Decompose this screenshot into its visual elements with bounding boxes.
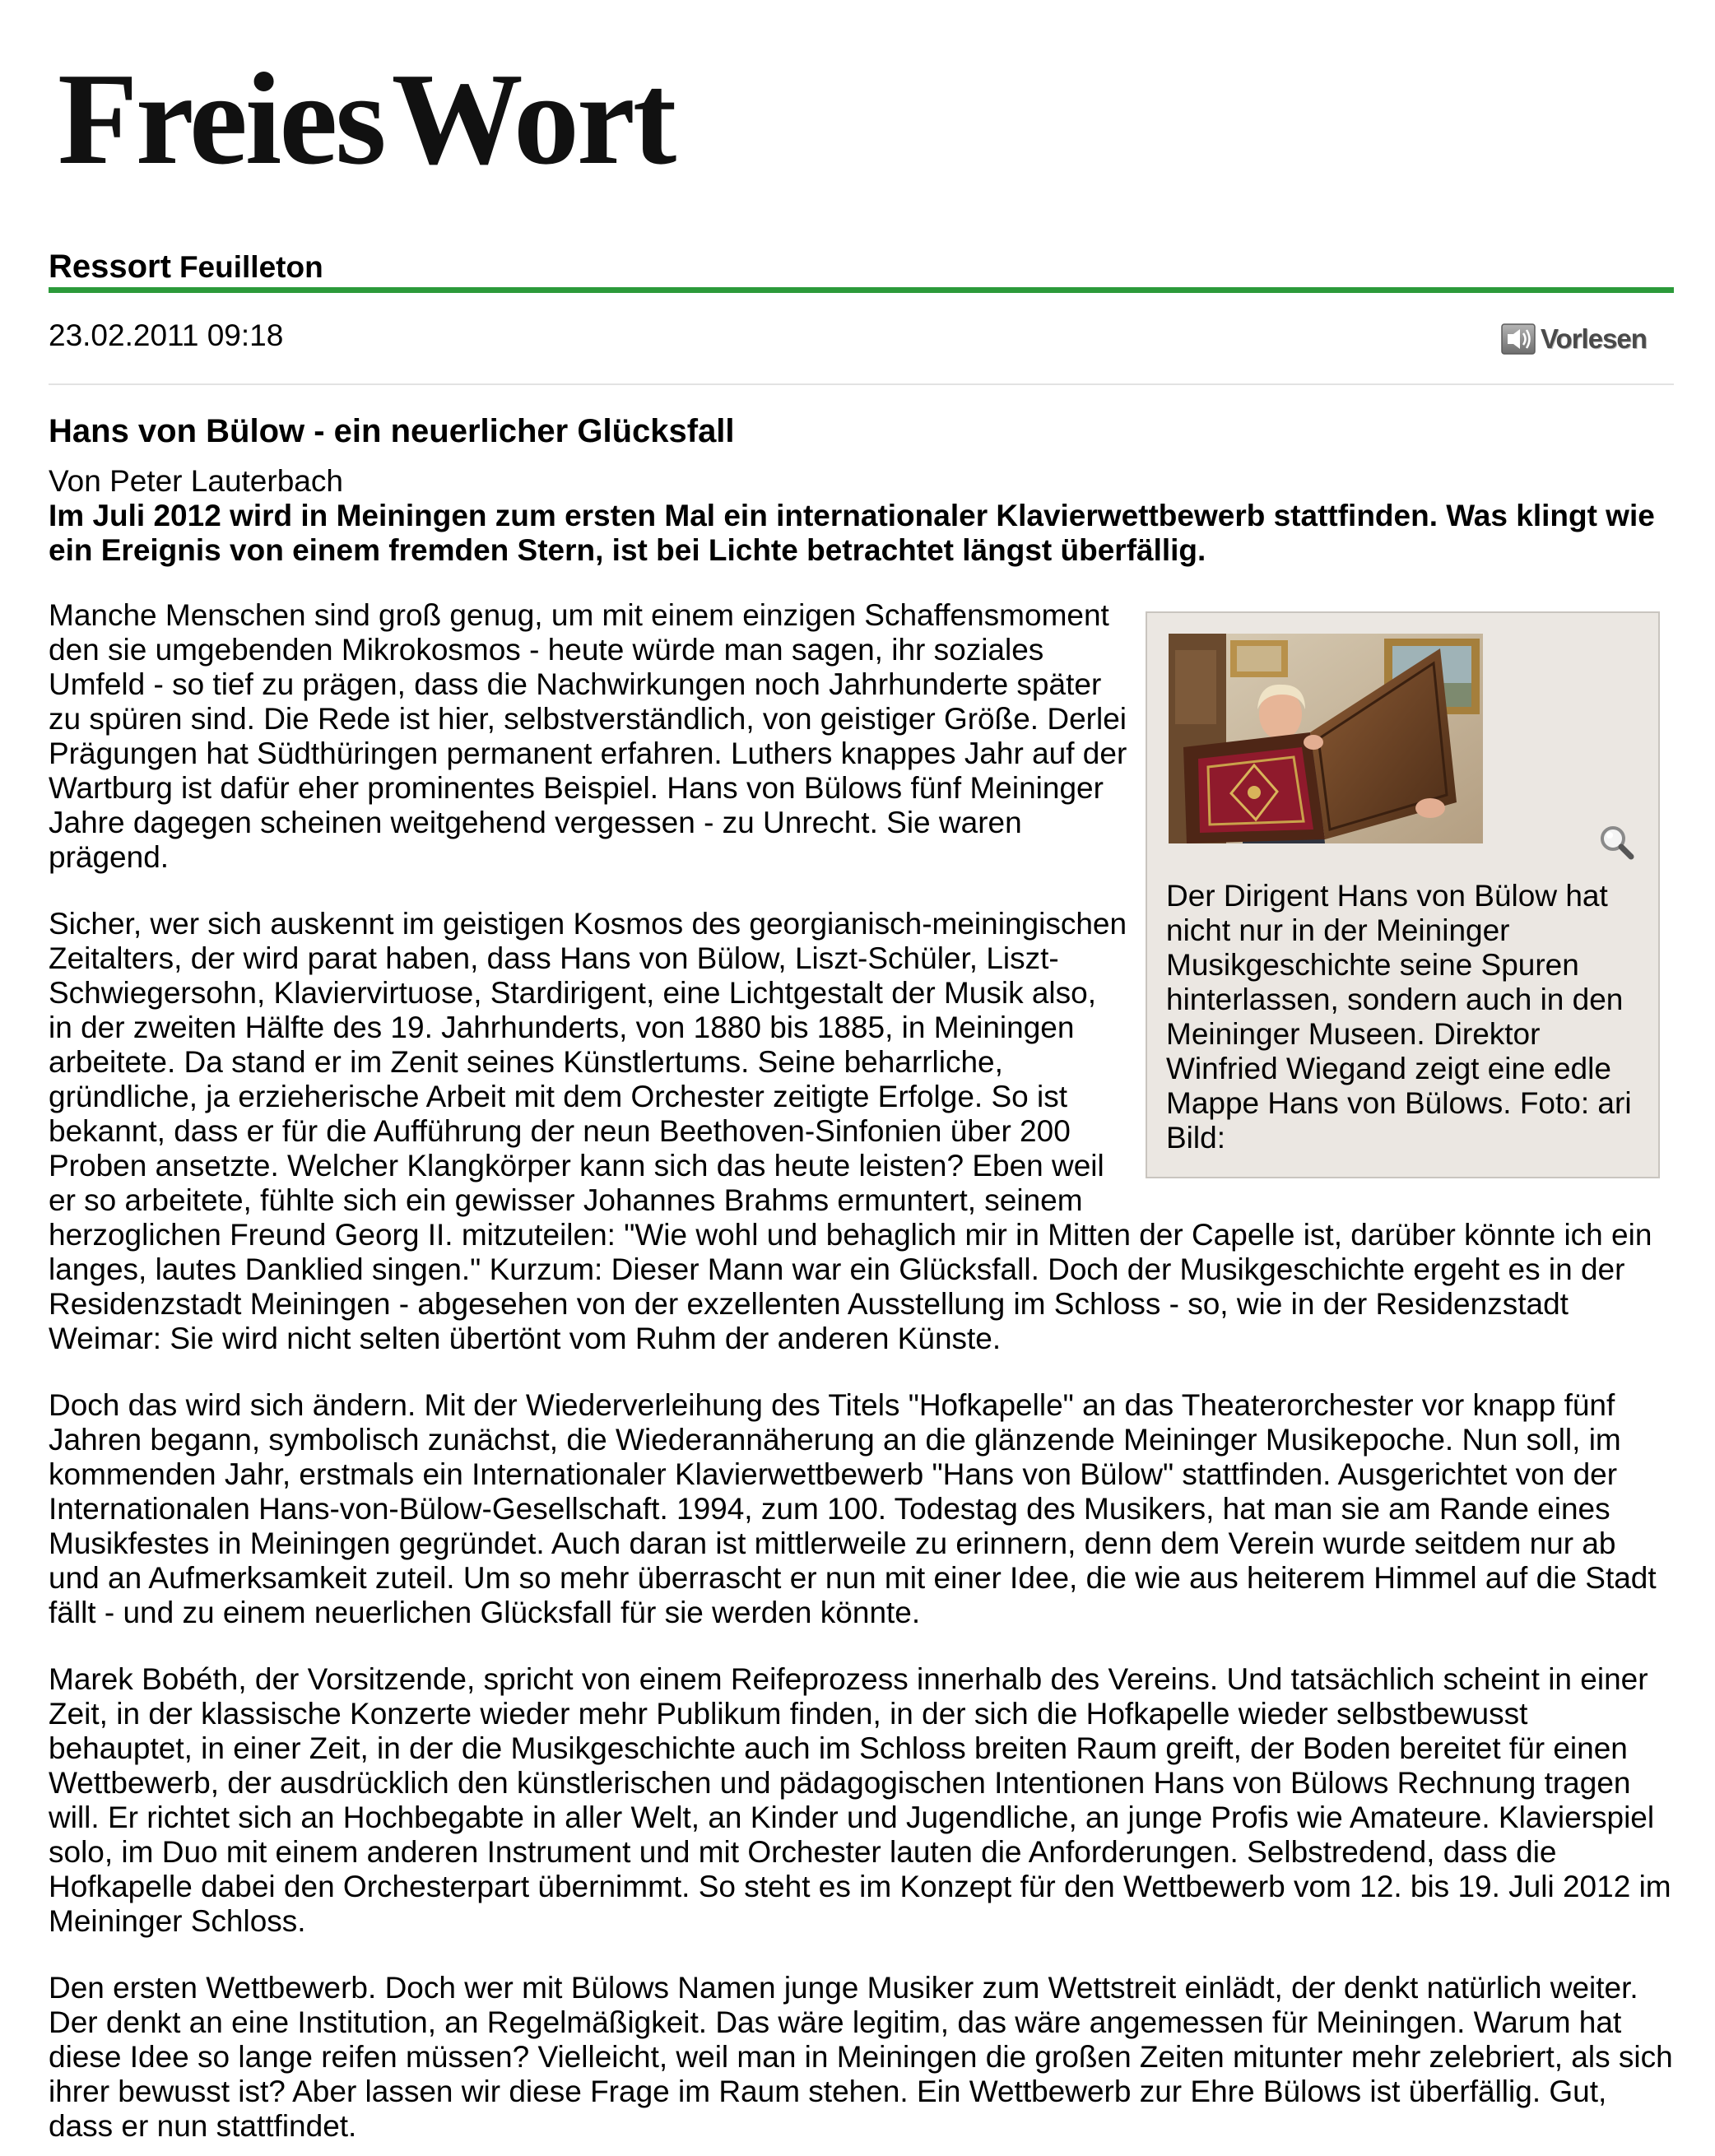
article-title: Hans von Bülow - ein neuerlicher Glücksfall — [49, 413, 735, 449]
article-photo — [1169, 634, 1483, 843]
publish-datetime: 23.02.2011 09:18 — [49, 318, 284, 352]
article-paragraph: Manche Menschen sind groß genug, um mit einem einzigen Schaffensmoment den sie umgebenden Mikrokosmos - heute würde man sagen, ihr soziales Umfeld - so tief zu prägen, dass die Nachwirkungen noch Jahrhunderte später zu spüren sind. Die Rede ist hier, selbstverständlich, von geistiger Größe. Derlei Prägungen hat Südthüringen permanent erfahren. Luthers knappes Jahr auf der Wartburg ist dafür eher prominentes Beispiel. Hans von Bülows fünf Meininger Jahre dagegen scheinen weitgehend vergessen - zu Unrecht. Sie waren prägend. — [49, 598, 1127, 874]
article — [49, 408, 1674, 2144]
article-author: Von Peter Lauterbach — [49, 464, 343, 498]
masthead-logo: Freies Wort — [58, 45, 675, 192]
section-name: Feuilleton — [179, 250, 323, 284]
header-divider — [49, 383, 1674, 385]
article-paragraph: Sicher, wer sich auskennt im geistigen Kosmos des georgianisch-meiningischen Zeitalters, der wird parat haben, dass Hans von Bülow, Liszt-Schüler, Liszt-Schwiegersohn, Klaviervirtuose, Stardirigent, eine Lichtgestalt der Musik also, in der zweiten Hälfte des 19. Jahrhunderts, von 1880 bis 1885, in Meiningen arbeitete. Da stand er im Zenit seines Künstlertums. Seine beharrliche, gründliche, ja erzieherische Arbeit mit dem Orchester zeitigte Erfolge. So ist bekannt, dass er für die Aufführung der neun Beethoven-Sinfonien über 200 Proben ansetzte. Welcher Klangkörper kann sich das heute leisten? Eben weil er so arbeitete, fühlte sich ein gewisser Johannes Brahms ermuntert, seinem herzoglichen Freund Georg II. mitzuteilen: "Wie wohl und behaglich mir in Mitten der Capelle ist, darüber könnte ich ein langes, lautes Danklied singen." Kurzum: Dieser Mann war ein Glücksfall. Doch der Musikgeschichte ergeht es in der Residenzstadt Meiningen - abgesehen von der exzellenten Ausstellung im Schloss - so, wie in der Residenzstadt Weimar: Sie wird nicht selten übertönt vom Ruhm der anderen Künste. — [49, 907, 1652, 1355]
read-aloud-button[interactable] — [1501, 322, 1660, 356]
speaker-icon — [1501, 323, 1537, 355]
article-figure — [1146, 611, 1660, 1178]
article-paragraph: Den ersten Wettbewerb. Doch wer mit Bülows Namen junge Musiker zum Wettstreit einlädt, der denkt natürlich weiter. Der denkt an eine Institution, an Regelmäßigkeit. Das wäre legitim, das wäre angemessen für Meiningen. Warum hat diese Idee so lange reifen müssen? Vielleicht, weil man in Meiningen die großen Zeiten mitunter mehr zelebriert, als sich ihrer bewusst ist? Aber lassen wir diese Frage im Raum stehen. Ein Wettbewerb zur Ehre Bülows ist überfällig. Gut, dass er nun stattfindet. — [49, 1971, 1673, 2143]
section-divider — [49, 287, 1674, 293]
figure-caption: Der Dirigent Hans von Bülow hat nicht nur in der Meininger Musikgeschichte seine Spuren hinterlassen, sondern auch in den Meininger Museen. Direktor Winfried Wiegand zeigt eine edle Mappe Hans von Bülows. Foto: ari Bild: — [1166, 879, 1632, 1155]
article-paragraph: Doch das wird sich ändern. Mit der Wiederverleihung des Titels "Hofkapelle" an das Theaterorchester vor knapp fünf Jahren begann, symbolisch zunächst, die Wiederannäherung an die glänzende Meininger Musikepoche. Nun soll, im kommenden Jahr, erstmals ein Internationaler Klavierwettbewerb "Hans von Bülow" stattfinden. Ausgerichtet von der Internationalen Hans-von-Bülow-Gesellschaft. 1994, zum 100. Todestag des Musikers, hat man sie am Rande eines Musikfestes in Meiningen gegründet. Auch daran ist mittlerweile zu erinnern, denn dem Verein wurde seitdem nur ab und an Aufmerksamkeit zuteil. Um so mehr überrascht er nun mit einer Idee, die wie aus heiterem Himmel auf die Stadt fällt - und zu einem neuerlichen Glücksfall für sie werden könnte. — [49, 1388, 1657, 1629]
article-paragraph: Marek Bobéth, der Vorsitzende, spricht von einem Reifeprozess innerhalb des Vereins. Und tatsächlich scheint in einer Zeit, in der klassische Konzerte wieder mehr Publikum finden, in der sich die Hofkapelle wieder selbstbewusst behauptet, in einer Zeit, in der die Musikgeschichte auch im Schloss breiten Raum greift, der Boden bereitet für einen Wettbewerb, der ausdrücklich den künstlerischen und pädagogischen Intentionen Hans von Bülows Rechnung tragen will. Er richtet sich an Hochbegabte in aller Welt, an Kinder und Jugendliche, an junge Profis wie Amateure. Klavierspiel solo, im Duo mit einem anderen Instrument und mit Orchester lauten die Anforderungen. Selbstredend, dass die Hofkapelle dabei den Orchesterpart übernimmt. So steht es im Konzept für den Wettbewerb vom 12. bis 19. Juli 2012 im Meininger Schloss. — [49, 1662, 1671, 1938]
read-aloud-label: Vorlesen — [1541, 323, 1647, 354]
section-label: Ressort — [49, 249, 171, 285]
magnifier-icon[interactable] — [1597, 823, 1635, 861]
article-lead: Im Juli 2012 wird in Meiningen zum ersten Mal ein internationaler Klavierwettbewerb stattfinden. Was klingt wie ein Ereignis von einem fremden Stern, ist bei Lichte betrachtet längst überfällig. — [49, 499, 1655, 567]
article-body — [49, 568, 1674, 2144]
